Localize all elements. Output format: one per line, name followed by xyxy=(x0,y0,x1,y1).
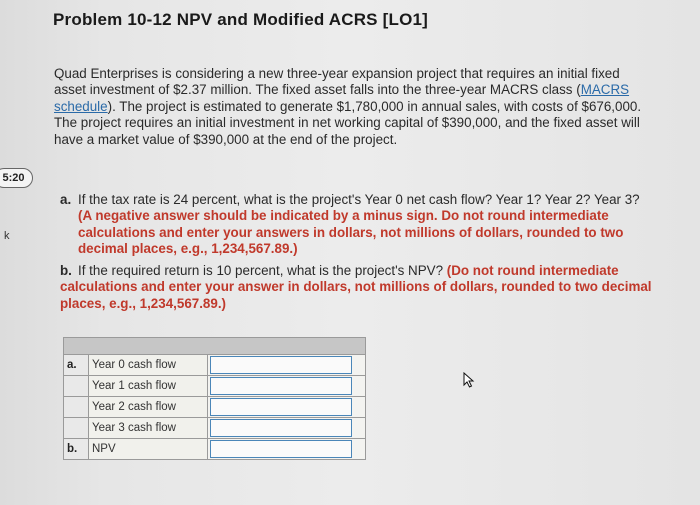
row-label: Year 2 cash flow xyxy=(89,397,208,418)
mouse-pointer-icon xyxy=(463,372,477,388)
table-row xyxy=(64,439,366,460)
table-row xyxy=(64,418,366,439)
table-header-row xyxy=(64,338,366,355)
table-row xyxy=(64,397,366,418)
year2-cash-flow-input[interactable] xyxy=(210,398,352,416)
intro-text-2: ). The project is estimated to generate $1,780,000 in annual sales, with costs of $676,000. The project requires an initial investment in net working capital of $390,000, and the fixed asset will have a market value of $390,000 at the end of the project. xyxy=(54,98,642,147)
year3-cash-flow-input[interactable] xyxy=(210,419,352,437)
row-part-label: a. xyxy=(64,355,89,376)
table-row xyxy=(64,355,366,376)
table-row xyxy=(64,376,366,397)
timer-badge: 5:20 xyxy=(0,168,33,188)
question-a-label: a. xyxy=(60,192,72,207)
row-label: Year 3 cash flow xyxy=(89,418,208,439)
intro-text-1: Quad Enterprises is considering a new three-year expansion project that requires an initial fixed asset investment of $2.37 million. The fixed asset falls into the three-year MACRS class ( xyxy=(54,66,620,98)
year1-cash-flow-input[interactable] xyxy=(210,377,352,395)
problem-statement xyxy=(54,66,654,148)
year0-cash-flow-input[interactable] xyxy=(210,356,352,374)
question-a xyxy=(60,192,655,258)
question-b-text: If the required return is 10 percent, what is the project's NPV? xyxy=(78,263,444,278)
question-a-text: If the tax rate is 24 percent, what is the project's Year 0 net cash flow? Year 1? Year 2? Year 3? xyxy=(78,192,640,207)
row-label: NPV xyxy=(89,439,208,460)
row-label: Year 1 cash flow xyxy=(89,376,208,397)
side-letter: k xyxy=(4,230,10,242)
page-title: Problem 10-12 NPV and Modified ACRS [LO1] xyxy=(53,10,429,29)
row-part-label xyxy=(64,418,89,439)
macrs-schedule-link[interactable]: MACRS schedule xyxy=(54,82,630,114)
answer-table xyxy=(63,337,366,460)
row-part-label xyxy=(64,397,89,418)
npv-input[interactable] xyxy=(210,440,352,458)
question-b-note-inline: (Do not round intermediate calculations and enter your answer in dollars, not millions of dollars, rounded to two decimal places, e.g., 1,234,567.89.) xyxy=(60,263,652,311)
row-part-label: b. xyxy=(64,439,89,460)
question-b xyxy=(60,263,655,312)
question-b-label: b. xyxy=(60,263,72,278)
question-a-note: (A negative answer should be indicated by a minus sign. Do not round intermediate calculations and enter your answers in dollars, not millions of dollars, rounded to two decimal places, e.g., 1,234,567.89.) xyxy=(78,208,624,257)
row-label: Year 0 cash flow xyxy=(89,355,208,376)
row-part-label xyxy=(64,376,89,397)
